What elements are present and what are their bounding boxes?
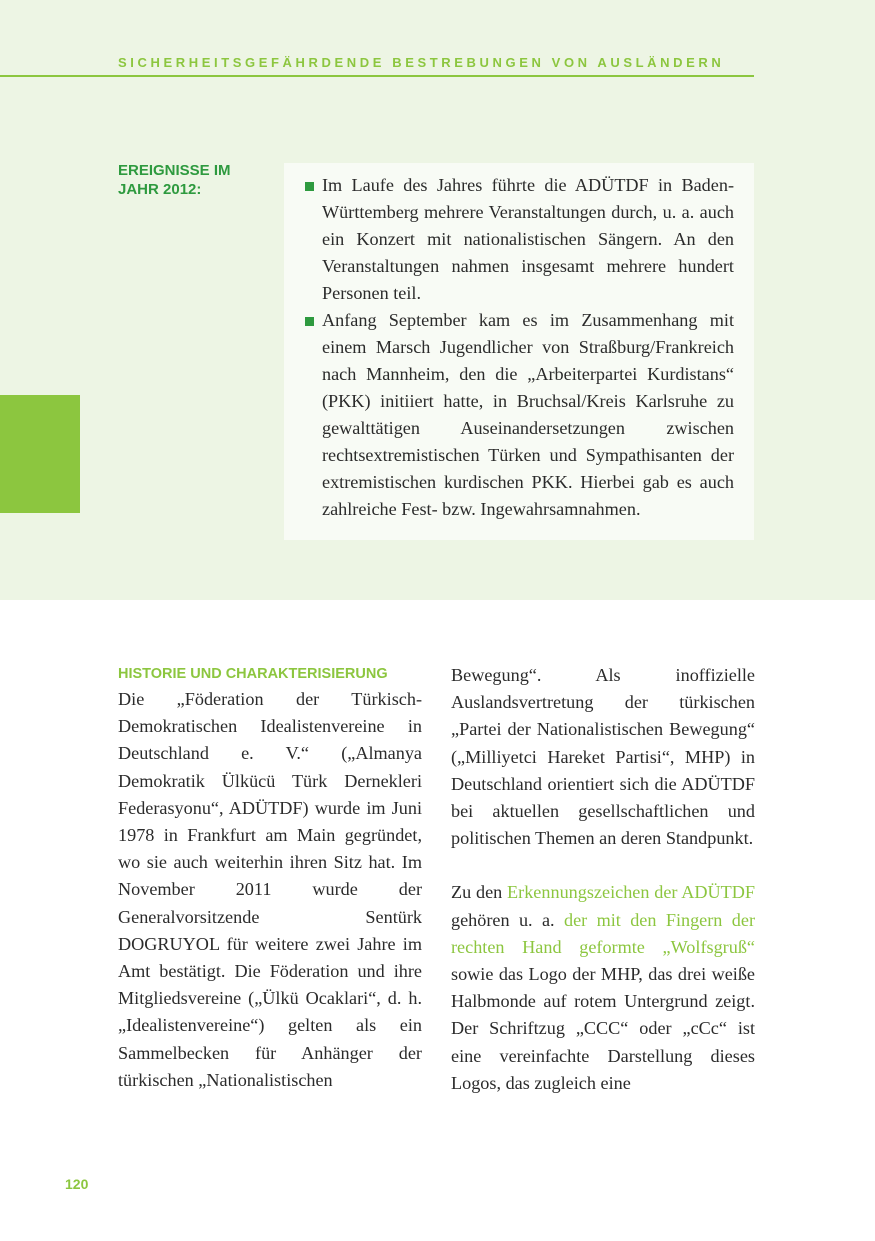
body-text: gehören u. a. xyxy=(451,909,564,930)
body-paragraph-emblems xyxy=(451,879,755,1097)
events-box xyxy=(284,163,754,540)
page-number: 120 xyxy=(65,1176,89,1192)
text-column-left xyxy=(118,662,422,1094)
highlight-term: Erkennungszeichen der ADÜTDF xyxy=(507,882,756,903)
chapter-tab-marker xyxy=(0,395,80,513)
events-box-label: EREIGNISSE IM JAHR 2012: xyxy=(118,162,231,198)
body-text: Zu den xyxy=(451,882,508,903)
body-paragraph-text: Bewegung“. Als inoffizielle Auslandsvertretung der türkischen „Partei der Nationalistischen Bewegung“ („Milliyetci Hareket Partisi“, MHP) in Deutschland orientiert sich die ADÜTDF bei aktuellen gesellschaftlichen und politischen Themen an deren Standpunkt. xyxy=(451,665,755,849)
events-list-item xyxy=(322,172,734,307)
events-list-item-text: Im Laufe des Jahres führte die ADÜTDF in Baden-Württemberg mehrere Veranstaltungen durch, u. a. auch ein Konzert mit nationalistischen Sängern. An den Veranstaltungen nahmen insgesamt mehrere hundert Personen teil. xyxy=(322,175,734,303)
events-list xyxy=(284,163,754,523)
text-column-right xyxy=(451,662,755,1097)
highlight-term: der mit den Fingern der rechten Hand geformte „Wolfsgruß“ xyxy=(451,909,755,957)
square-bullet-icon xyxy=(305,182,314,191)
body-paragraph-text: Die „Föderation der Türkisch-Demokratischen Idealistenvereine in Deutschland e. V.“ („Almanya Demokratik Ülkücü Türk Dernekleri Federasyonu“, ADÜTDF) wurde im Juni 1978 in Frankfurt am Main gegründet, wo sie auch weiterhin ihren Sitz hat. Im November 2011 wurde der Generalvorsitzende Sentürk DOGRUYOL für weitere zwei Jahre im Amt bestätigt. Die Föderation und ihre Mitgliedsvereine („Ülkü Ocaklari“, d. h. „Idealistenvereine“) gelten als ein Sammelbecken für Anhänger der türkischen „Nationalistischen xyxy=(118,689,422,1090)
events-list-item-text: Anfang September kam es im Zusammenhang mit einem Marsch Jugendlicher von Straßburg/Frankreich nach Mannheim, den die „Arbeiterpartei Kurdistans“ (PKK) initiiert hatte, in Bruchsal/Kreis Karlsruhe zu gewalttätigen Auseinandersetzungen zwischen rechtsextremistischen Türken und Sympathisanten der extremistischen kurdischen PKK. Hierbei gab es auch zahlreiche Fest- bzw. Ingewahrsamnahmen. xyxy=(322,310,734,519)
body-paragraph xyxy=(451,662,755,852)
events-list-item xyxy=(322,307,734,523)
running-title: SICHERHEITSGEFÄHRDENDE BESTREBUNGEN VON AUSLÄNDERN xyxy=(118,55,725,70)
body-text: sowie das Logo der MHP, das drei weiße Halbmonde auf rotem Untergrund zeigt. Der Schriftzug „CCC“ oder „cCc“ ist eine vereinfachte Darstellung dieses Logos, das zugleich eine xyxy=(451,964,755,1093)
body-paragraph xyxy=(118,686,422,1094)
section-heading: HISTORIE UND CHARAKTERISIERUNG xyxy=(118,666,388,682)
square-bullet-icon xyxy=(305,317,314,326)
header-rule xyxy=(0,75,754,77)
